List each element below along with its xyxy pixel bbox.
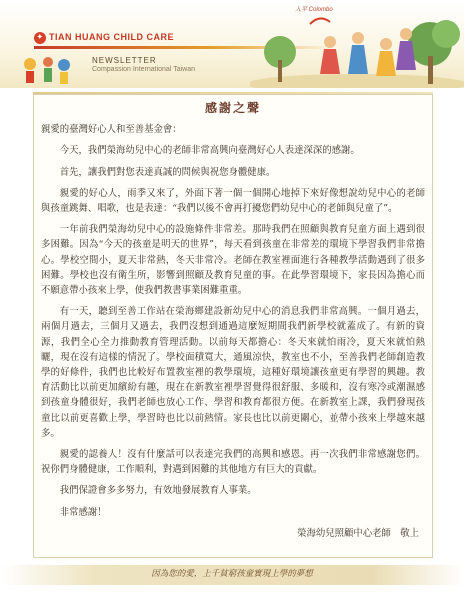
letter-paragraph: 今天，我們榮海幼兒中心的老師非常高興向臺灣好心人表達深深的感謝。 [59, 145, 360, 157]
newsletter-banner [0, 0, 464, 88]
letter-body [41, 97, 425, 541]
footer-slogan: 因為您的愛，上千貧窮孩童實現上學的夢想 [151, 569, 313, 579]
letter-paragraph: 親愛的好心人，雨季又來了，外面下著一個一個開心地掉下來好像想說幼兒中心的老師與孩童跳舞、唱歌，也是表達：“我們以後不會再打擾您們幼兒中心的老師與兒童了”。 [41, 187, 425, 215]
letter-paragraph: 親愛的認養人！沒有什麼話可以表達完我們的高興和感恩。再一次我們非常感謝您們。祝你們身體健康，工作順利，對遇到困難的其他地方有巨大的貢獻。 [41, 449, 425, 476]
children-drawing-icon [18, 52, 78, 88]
letter-greeting: 親愛的臺灣好心人和至善基金會： [41, 124, 182, 136]
children-illustration-icon [250, 4, 464, 88]
letter-paragraph: 我們保證會多多努力，有效地發展教育人事業。 [59, 485, 257, 497]
letter-paragraph: 一年前我們榮海幼兒中心的設施條件非常差。那時我們在照顧與教育兒童方面上遇到很多困難。因為“今天的孩童是明天的世界”，每天看到孩童在非常差的環境下學習我們非常擔心。學校空間小，夏天非常熱，冬天非常冷。老師在教室裡面進行各種教學活動遇到了很多困難。學校也沒有衛生所，影響到照顧及教育兒童的事。在此學習環境下，家長因為擔心而不願意帶小孩來上學，使我們教書事業困難重重。 [41, 224, 425, 297]
letter-paragraph: 非常感謝！ [59, 506, 107, 518]
organization-name: Compassion International Taiwan [92, 66, 195, 73]
brand-logo [34, 30, 174, 44]
letter-title: 感謝之聲 [204, 101, 261, 115]
brand-mark-icon: ✦ [34, 32, 46, 44]
scene-tag: 入平 Colombo [295, 7, 333, 13]
newsletter-title: NEWSLETTER [92, 56, 157, 65]
letter-signature: 榮海幼兒照顧中心老師 敬上 [297, 527, 419, 539]
brand-name: TIAN HUANG CHILD CARE [49, 32, 174, 42]
letter-paragraph: 首先，讓我們對您表達真誠的問候與祝您身體健康。 [59, 166, 276, 178]
letter-paragraph: 有一天，聽到至善工作站在榮海鄉建設新幼兒中心的消息我們非常高興。一個月過去，兩個月過去，三個月又過去，我們沒想到通過這麼短期間我們新學校就蓋成了。有新的資源，我們全心全力推動教育管理活動。以前每天都擔心：冬天來就怕雨冷，夏天來就怕熱曬，現在沒有這樣的情況了。學校面積寬大，通風涼快，教室也不小，至善我們老師創造教學的好條件，我們也比較好布置教室裡的教學環境，這種好環境讓孩童更有學習的興趣。教育活動比以前更加繽紛有趣，現在在新教室裡學習覺得很舒服、多暖和，沒有寒冷或潮濕感到孩童身體很好，我們老師也放心工作、學習和教育都很方便。在新教室上課，我們發現孩童比以前更喜歡上學，學習時也比以前熱情。家長也比以前更關心，並帶小孩來上學越來越多。 [41, 306, 425, 439]
